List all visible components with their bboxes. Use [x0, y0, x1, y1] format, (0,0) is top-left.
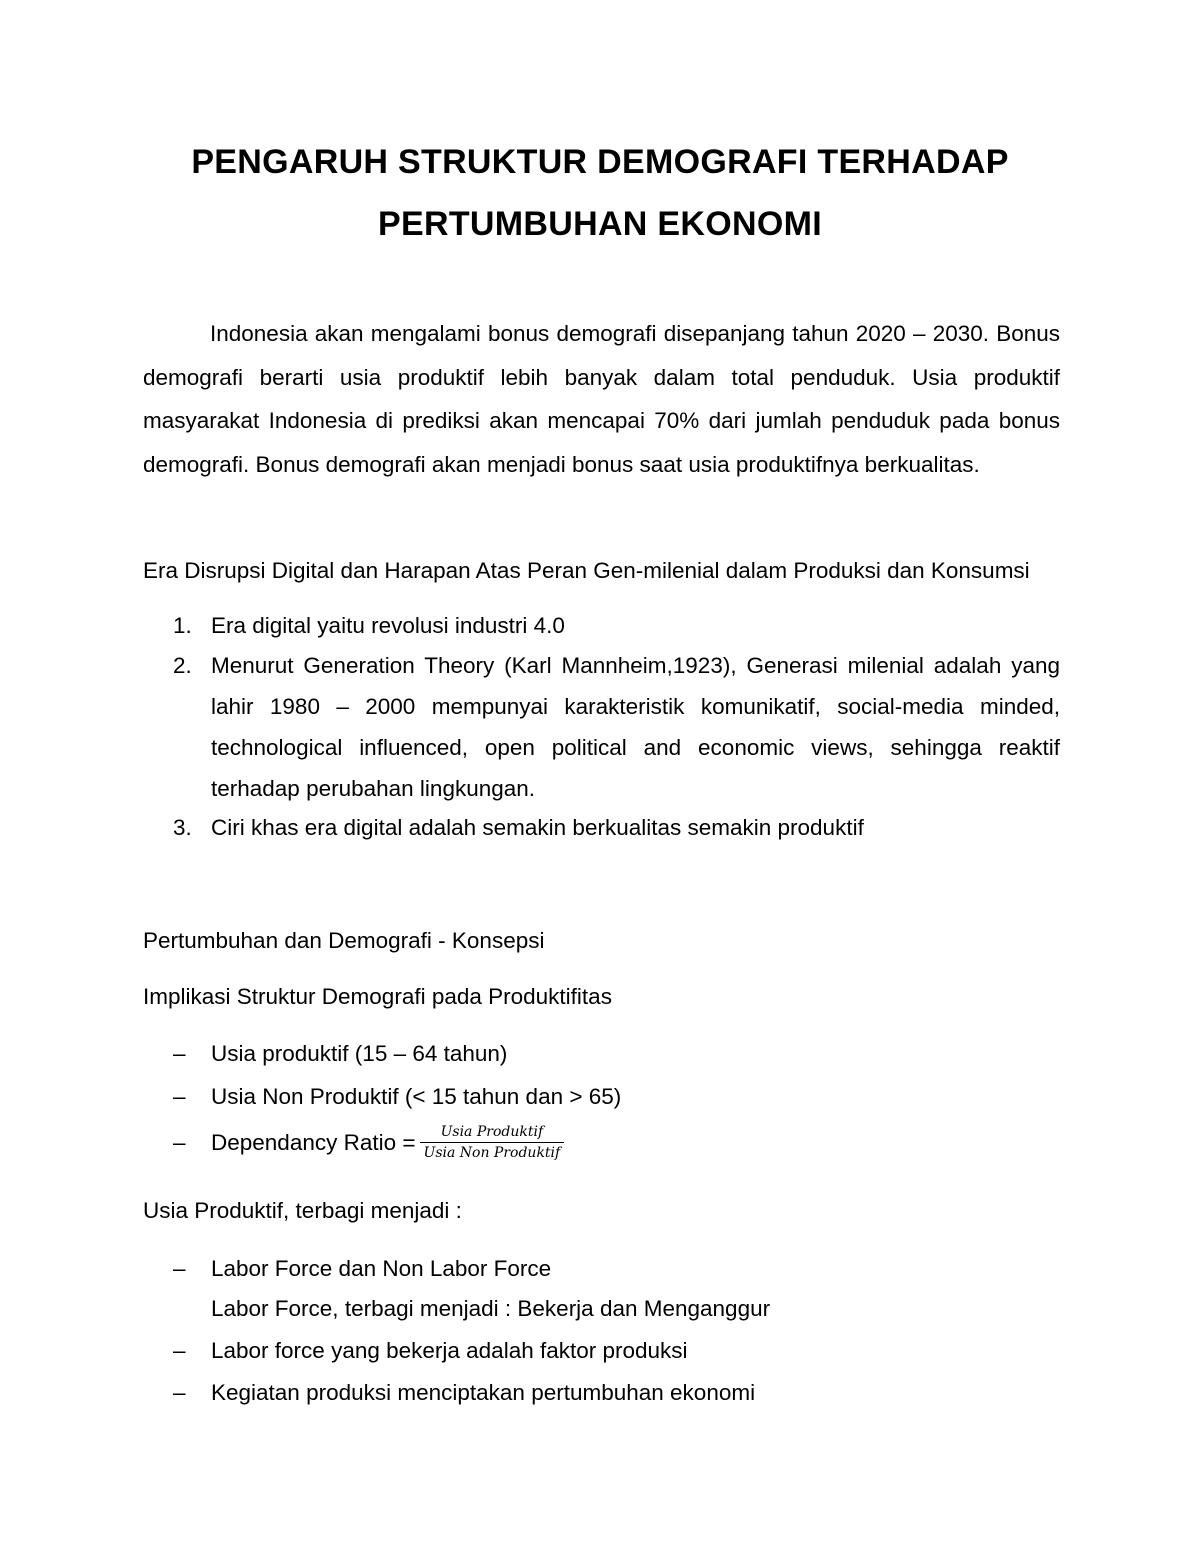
- document-title-line-2: PERTUMBUHAN EKONOMI: [378, 205, 822, 243]
- section3-heading: Usia Produktif, terbagi menjadi :: [143, 1198, 462, 1223]
- dependancy-ratio-formula: [211, 1122, 564, 1164]
- dash-item-text: Usia Non Produktif (< 15 tahun dan > 65): [211, 1084, 622, 1109]
- intro-paragraph: [143, 312, 1060, 486]
- dash-item-text: Labor Force dan Non Labor Force: [211, 1256, 552, 1281]
- item-text: Menurut Generation Theory (Karl Mannheim,1923), Generasi milenial adalah yang lahir 1980 – 2000 mempunyai karakteristik komunikatif, social-media minded, technological influenced, open political and economic views, sehingga reaktif terhadap perubahan lingkungan.: [211, 653, 1060, 801]
- document-title-line-1: PENGARUH STRUKTUR DEMOGRAFI TERHADAP: [191, 143, 1009, 181]
- section2-subheading: Implikasi Struktur Demografi pada Produktifitas: [143, 984, 612, 1009]
- dash-item-text: Usia produktif (15 – 64 tahun): [211, 1041, 508, 1066]
- dash-marker: –: [173, 1256, 186, 1281]
- dash-marker: –: [173, 1338, 186, 1363]
- dash-item-text: Labor force yang bekerja adalah faktor produksi: [211, 1338, 688, 1363]
- fraction-denominator: Usia Non Produktif: [423, 1144, 561, 1161]
- dash-item-text: Kegiatan produksi menciptakan pertumbuhan ekonomi: [211, 1380, 756, 1405]
- dash-marker: –: [173, 1041, 186, 1066]
- section1-heading: Era Disrupsi Digital dan Harapan Atas Peran Gen-milenial dalam Produksi dan Konsumsi: [143, 558, 1030, 583]
- dash-marker: –: [173, 1084, 186, 1109]
- item-text: Ciri khas era digital adalah semakin berkualitas semakin produktif: [211, 815, 864, 840]
- item-text: Era digital yaitu revolusi industri 4.0: [211, 613, 565, 638]
- ratio-fraction: [420, 1123, 565, 1162]
- intro-text: Indonesia akan mengalami bonus demografi disepanjang tahun 2020 – 2030. Bonus demografi berarti usia produktif lebih banyak dalam total penduduk. Usia produktif masyarakat Indonesia di prediksi akan mencapai 70% dari jumlah penduduk pada bonus demografi. Bonus demografi akan menjadi bonus saat usia produktifnya berkualitas.: [143, 321, 1060, 477]
- item-number: 3.: [173, 815, 192, 840]
- item-number: 1.: [173, 613, 192, 638]
- section2-heading: Pertumbuhan dan Demografi - Konsepsi: [143, 928, 545, 953]
- fraction-numerator: Usia Produktif: [420, 1123, 565, 1143]
- dash-marker: –: [173, 1130, 186, 1155]
- dash-marker: –: [173, 1380, 186, 1405]
- item-number: 2.: [173, 653, 192, 678]
- dependancy-ratio-label: Dependancy Ratio =: [211, 1130, 416, 1155]
- dash-item-continuation-text: Labor Force, terbagi menjadi : Bekerja dan Menganggur: [211, 1296, 771, 1321]
